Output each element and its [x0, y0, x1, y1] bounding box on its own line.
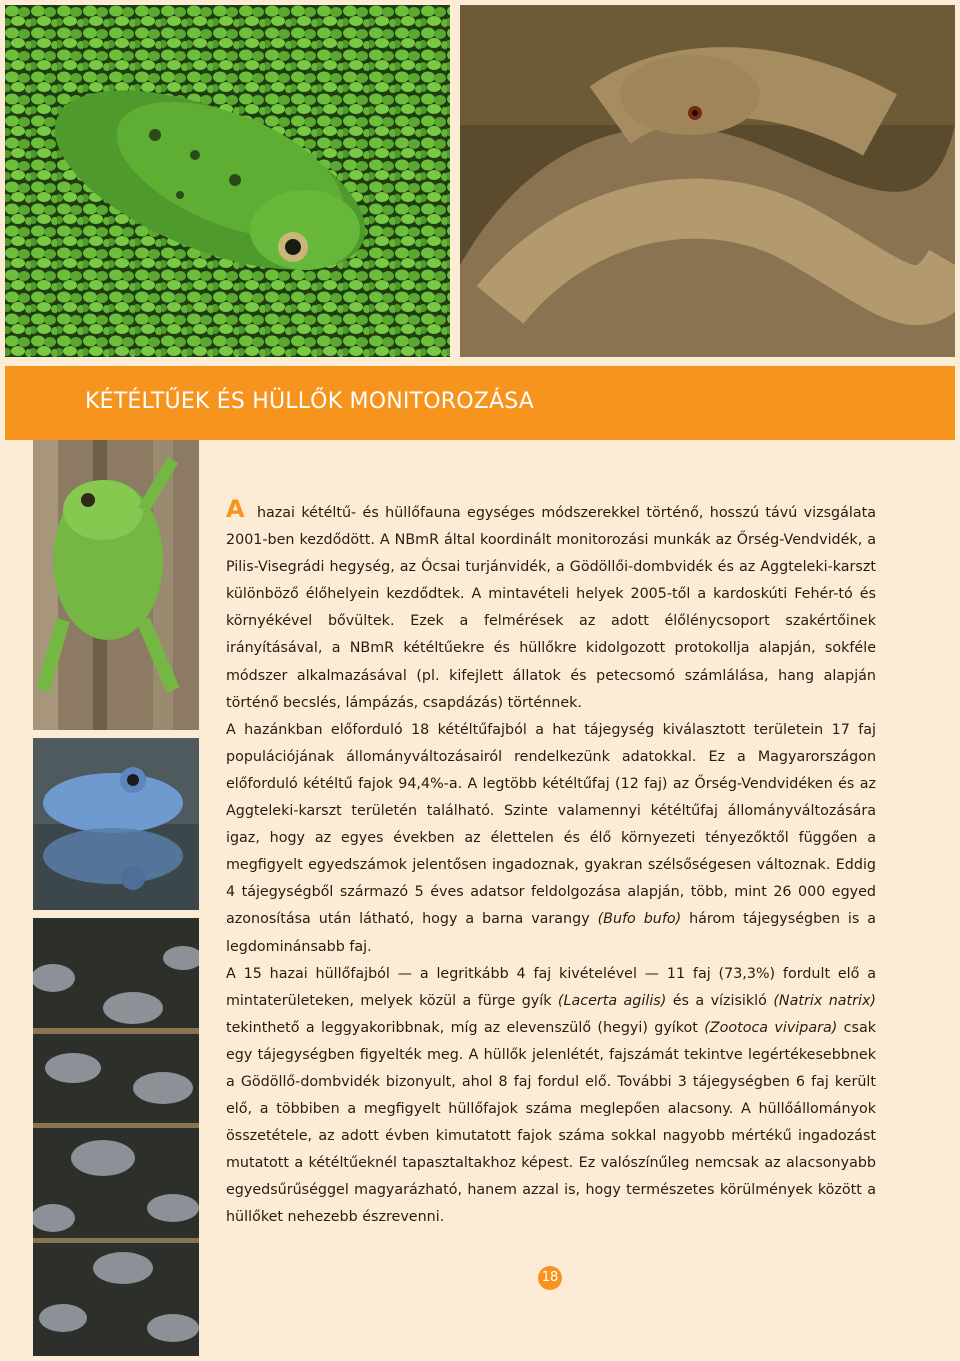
paragraph-1: A hazai kétéltű- és hüllőfauna egységes módszerekkel történő, hosszú távú vizsgálata 2001-ben kezdődött. A NBmR által koordinált monitorozási munkák az Őrség-Vendvidék, a Pilis-Visegrádi hegység, az Ócsai turjánvidék, a Gödöllői-dombvidék és az Aggteleki-karszt különböző élőhelyein kezdődtek. A mintavételi helyek 2005-től a kardoskúti Fehér-tó és környékével bővültek. Ezek a felmérések az adott élőlénycsoport szakértőinek irányításával, a NBmR kétéltűekre és hüllőkre kidolgozott protokollja alapján, sokféle módszer alkalmazásával (pl. kifejlett állatok és petecsomó számlálása, hang alapján történő becslés, lámpázás, csapdázás) történnek.	[226, 495, 876, 711]
photo-blue-frog	[33, 738, 199, 910]
article-body	[226, 497, 876, 1232]
photo-snake	[460, 5, 955, 357]
paragraph-3: A 15 hazai hüllőfajból — a legritkább 4 faj kivételével — 11 faj (73,3%) fordult elő a mintaterületeken, melyek közül a fürge gyík (Lacerta agilis) és a vízisikló (Natrix natrix) tekinthető a leggyakoribbnak, míg az elevenszülő (hegyi) gyíkot (Zootoca vivipara) csak egy tájegységben figyelték meg. A hüllők jelenlétét, fajszámát tekintve legértékesebbnek a Gödöllő-dombvidék bizonyult, ahol 8 faj fordul elő. További 3 tájegységben 6 faj került elő, a többiben a megfigyelt hüllőfajok száma meglepően alacsony. A hüllőállományok összetétele, az adott évben kimutatott fajok száma sokkal nagyobb mértékű ingadozást mutatott a kétéltűeknél tapasztaltakhoz képest. Ez valószínűleg nemcsak az alacsonyabb egyedsűrűséggel magyarázható, hanem azzal is, hogy természetes körülmények között a hüllőket nehezebb észrevenni.	[226, 965, 877, 1226]
page-number: 18	[538, 1266, 562, 1290]
paragraph-2: A hazánkban előforduló 18 kétéltűfajból a hat tájegység kiválasztott területein 17 faj populációjának állományváltozásairól rendelkezünk adatokkal. Ez a Magyarországon előforduló kétéltű fajok 94,4%-a. A legtöbb kétéltűfaj (12 faj) az Őrség-Vendvidéken és az Aggteleki-karszt területén található. Szinte valamennyi kétéltűfaj állományváltozására igaz, hogy az egyes években az élettelen és élő környezeti tényezőktől függően a megfigyelt egyedszámok jelentősen ingadoznak, gyakran szélsőségesen változnak. Eddig 4 tájegységből származó 5 éves adatsor feldolgozása alapján, több, mint 26 000 egyed azonosítása után látható, hogy a barna varangy (Bufo bufo) három tájegységben is a legdominánsabb faj.	[226, 721, 876, 955]
dropcap: A	[226, 495, 245, 523]
page-title: KÉTÉLTŰEK ÉS HÜLLŐK MONITOROZÁSA	[85, 389, 535, 414]
photo-tree-frog	[33, 440, 199, 730]
photo-frog-in-duckweed	[5, 5, 450, 357]
title-bar	[5, 366, 955, 440]
photo-frogs-in-water	[33, 918, 199, 1356]
